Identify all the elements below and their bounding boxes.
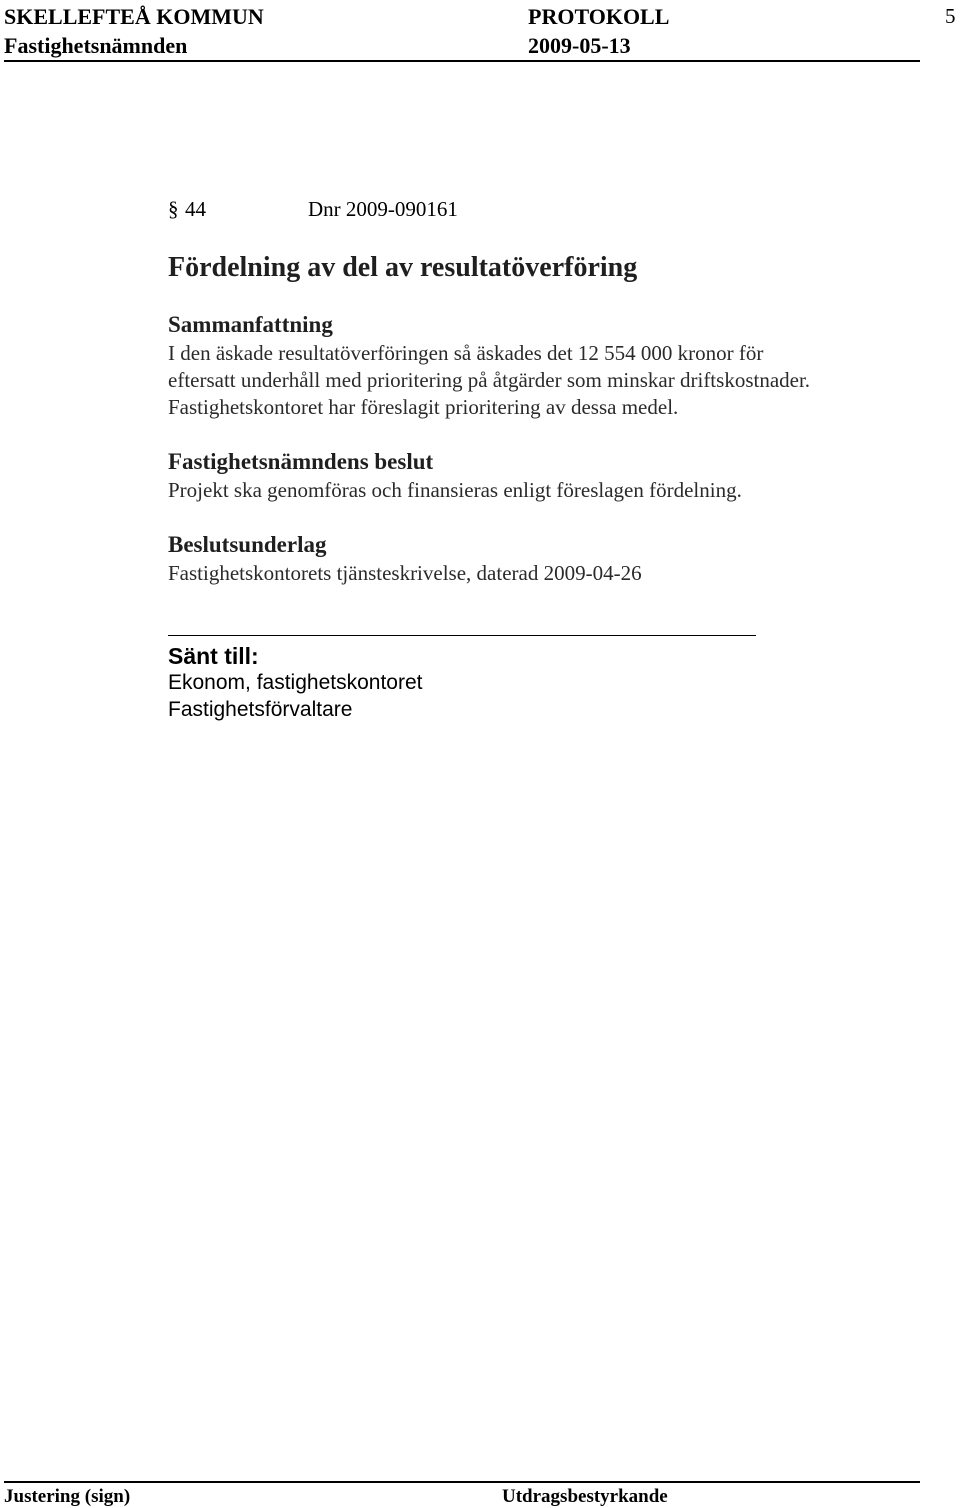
meeting-date: 2009-05-13	[528, 33, 631, 58]
basis-heading: Beslutsunderlag	[168, 532, 327, 557]
recipient-2: Fastighetsförvaltare	[168, 698, 353, 721]
page-number: 5	[945, 4, 956, 28]
summary-line-2: eftersatt underhåll med prioritering på åtgärder som minskar driftskostnader.	[168, 368, 811, 392]
distribution-divider	[168, 635, 756, 636]
decision-text: Projekt ska genomföras och finansieras enligt föreslagen fördelning.	[168, 478, 742, 502]
summary-heading: Sammanfattning	[168, 312, 333, 337]
basis-text: Fastighetskontorets tjänsteskrivelse, daterad 2009-04-26	[168, 561, 642, 585]
sent-to-heading: Sänt till:	[168, 643, 259, 669]
decision-heading: Fastighetsnämndens beslut	[168, 449, 434, 474]
diary-number: Dnr 2009-090161	[308, 197, 458, 221]
summary-line-3: Fastighetskontoret har föreslagit prioritering av dessa medel.	[168, 395, 679, 419]
footer-rule	[4, 1481, 920, 1483]
organization-name: SKELLEFTEÅ KOMMUN	[4, 4, 264, 29]
section-number: 44	[185, 197, 206, 221]
summary-line-1: I den äskade resultatöverföringen så äskades det 12 554 000 kronor för	[168, 341, 764, 365]
paragraph-sign: §	[168, 197, 179, 221]
document-type: PROTOKOLL	[528, 4, 670, 29]
footer-certification-label: Utdragsbestyrkande	[502, 1486, 668, 1507]
recipient-1: Ekonom, fastighetskontoret	[168, 671, 423, 694]
board-name: Fastighetsnämnden	[4, 33, 188, 58]
header-rule	[4, 60, 920, 62]
section-title: Fördelning av del av resultatöverföring	[168, 252, 638, 283]
footer-signature-label: Justering (sign)	[4, 1486, 131, 1507]
